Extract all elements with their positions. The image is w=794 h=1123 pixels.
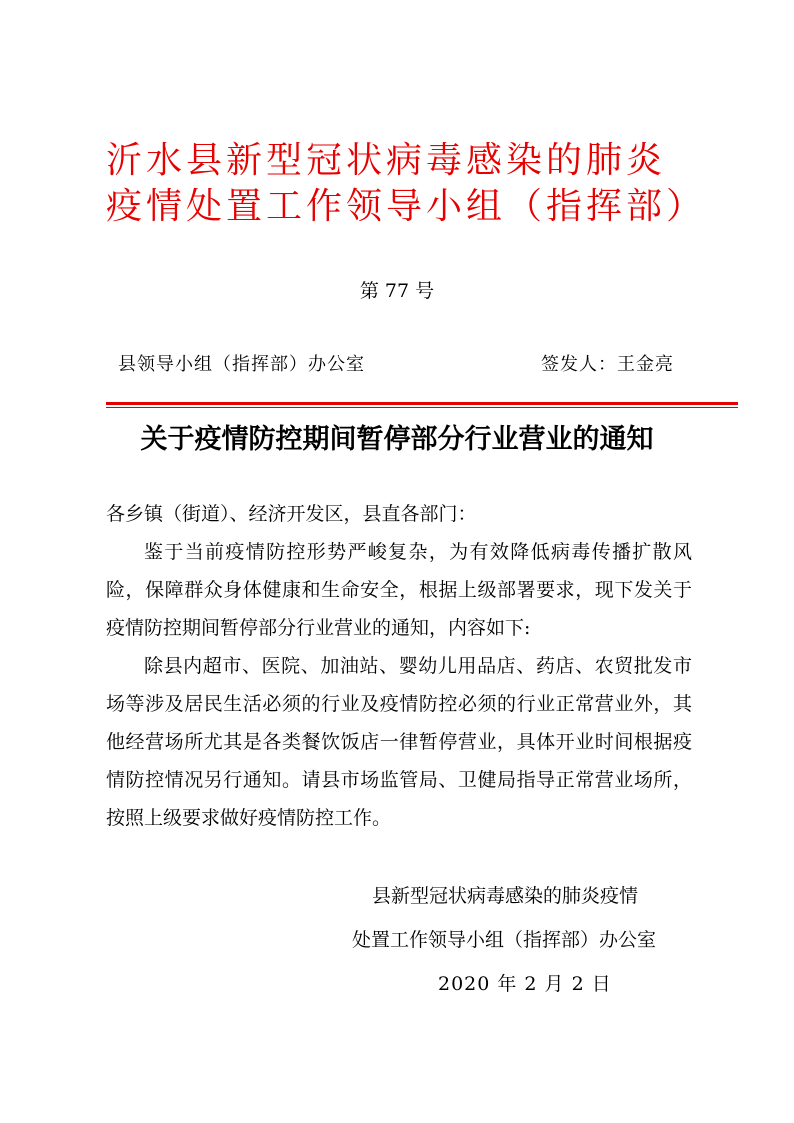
notice-title: 关于疫情防控期间暂停部分行业营业的通知 xyxy=(140,424,654,455)
body-paragraph-1: 鉴于当前疫情防控形势严峻复杂，为有效降低病毒传播扩散风险，保障群众身体健康和生命安全，根据上级部署要求，现下发关于疫情防控期间暂停部分行业营业的通知，内容如下: xyxy=(106,541,692,639)
red-divider-rule xyxy=(106,402,738,408)
issuer-office: 县领导小组（指挥部）办公室 xyxy=(118,354,365,375)
red-rule-thick xyxy=(106,402,738,405)
signer: 签发人：王金亮 xyxy=(541,354,674,375)
signature-org-line-2: 处置工作领导小组（指挥部）办公室 xyxy=(352,929,657,951)
red-rule-thin xyxy=(106,407,738,408)
header-title-line-1: 沂水县新型冠状病毒感染的肺炎 xyxy=(106,140,667,181)
document-header-title xyxy=(106,138,726,230)
document-number: 第 77 号 xyxy=(359,280,435,302)
salutation: 各乡镇（街道）、经济开发区，县直各部门： xyxy=(106,503,477,525)
body-paragraph-2: 除县内超市、医院、加油站、婴幼儿用品店、药店、农贸批发市场等涉及居民生活必须的行业及疫情防控必须的行业正常营业外，其他经营场所尤其是各类餐饮饭店一律暂停营业，具体开业时间根据疫情防控情况另行通知。请县市场监管局、卫健局指导正常营业场所，按照上级要求做好疫情防控工作。 xyxy=(106,655,692,829)
signature-org-line-1: 县新型冠状病毒感染的肺炎疫情 xyxy=(372,885,639,907)
signature-date: 2020 年 2 月 2 日 xyxy=(438,973,612,995)
notice-body xyxy=(106,495,692,837)
header-title-line-2: 疫情处置工作领导小组（指挥部） xyxy=(106,186,707,227)
